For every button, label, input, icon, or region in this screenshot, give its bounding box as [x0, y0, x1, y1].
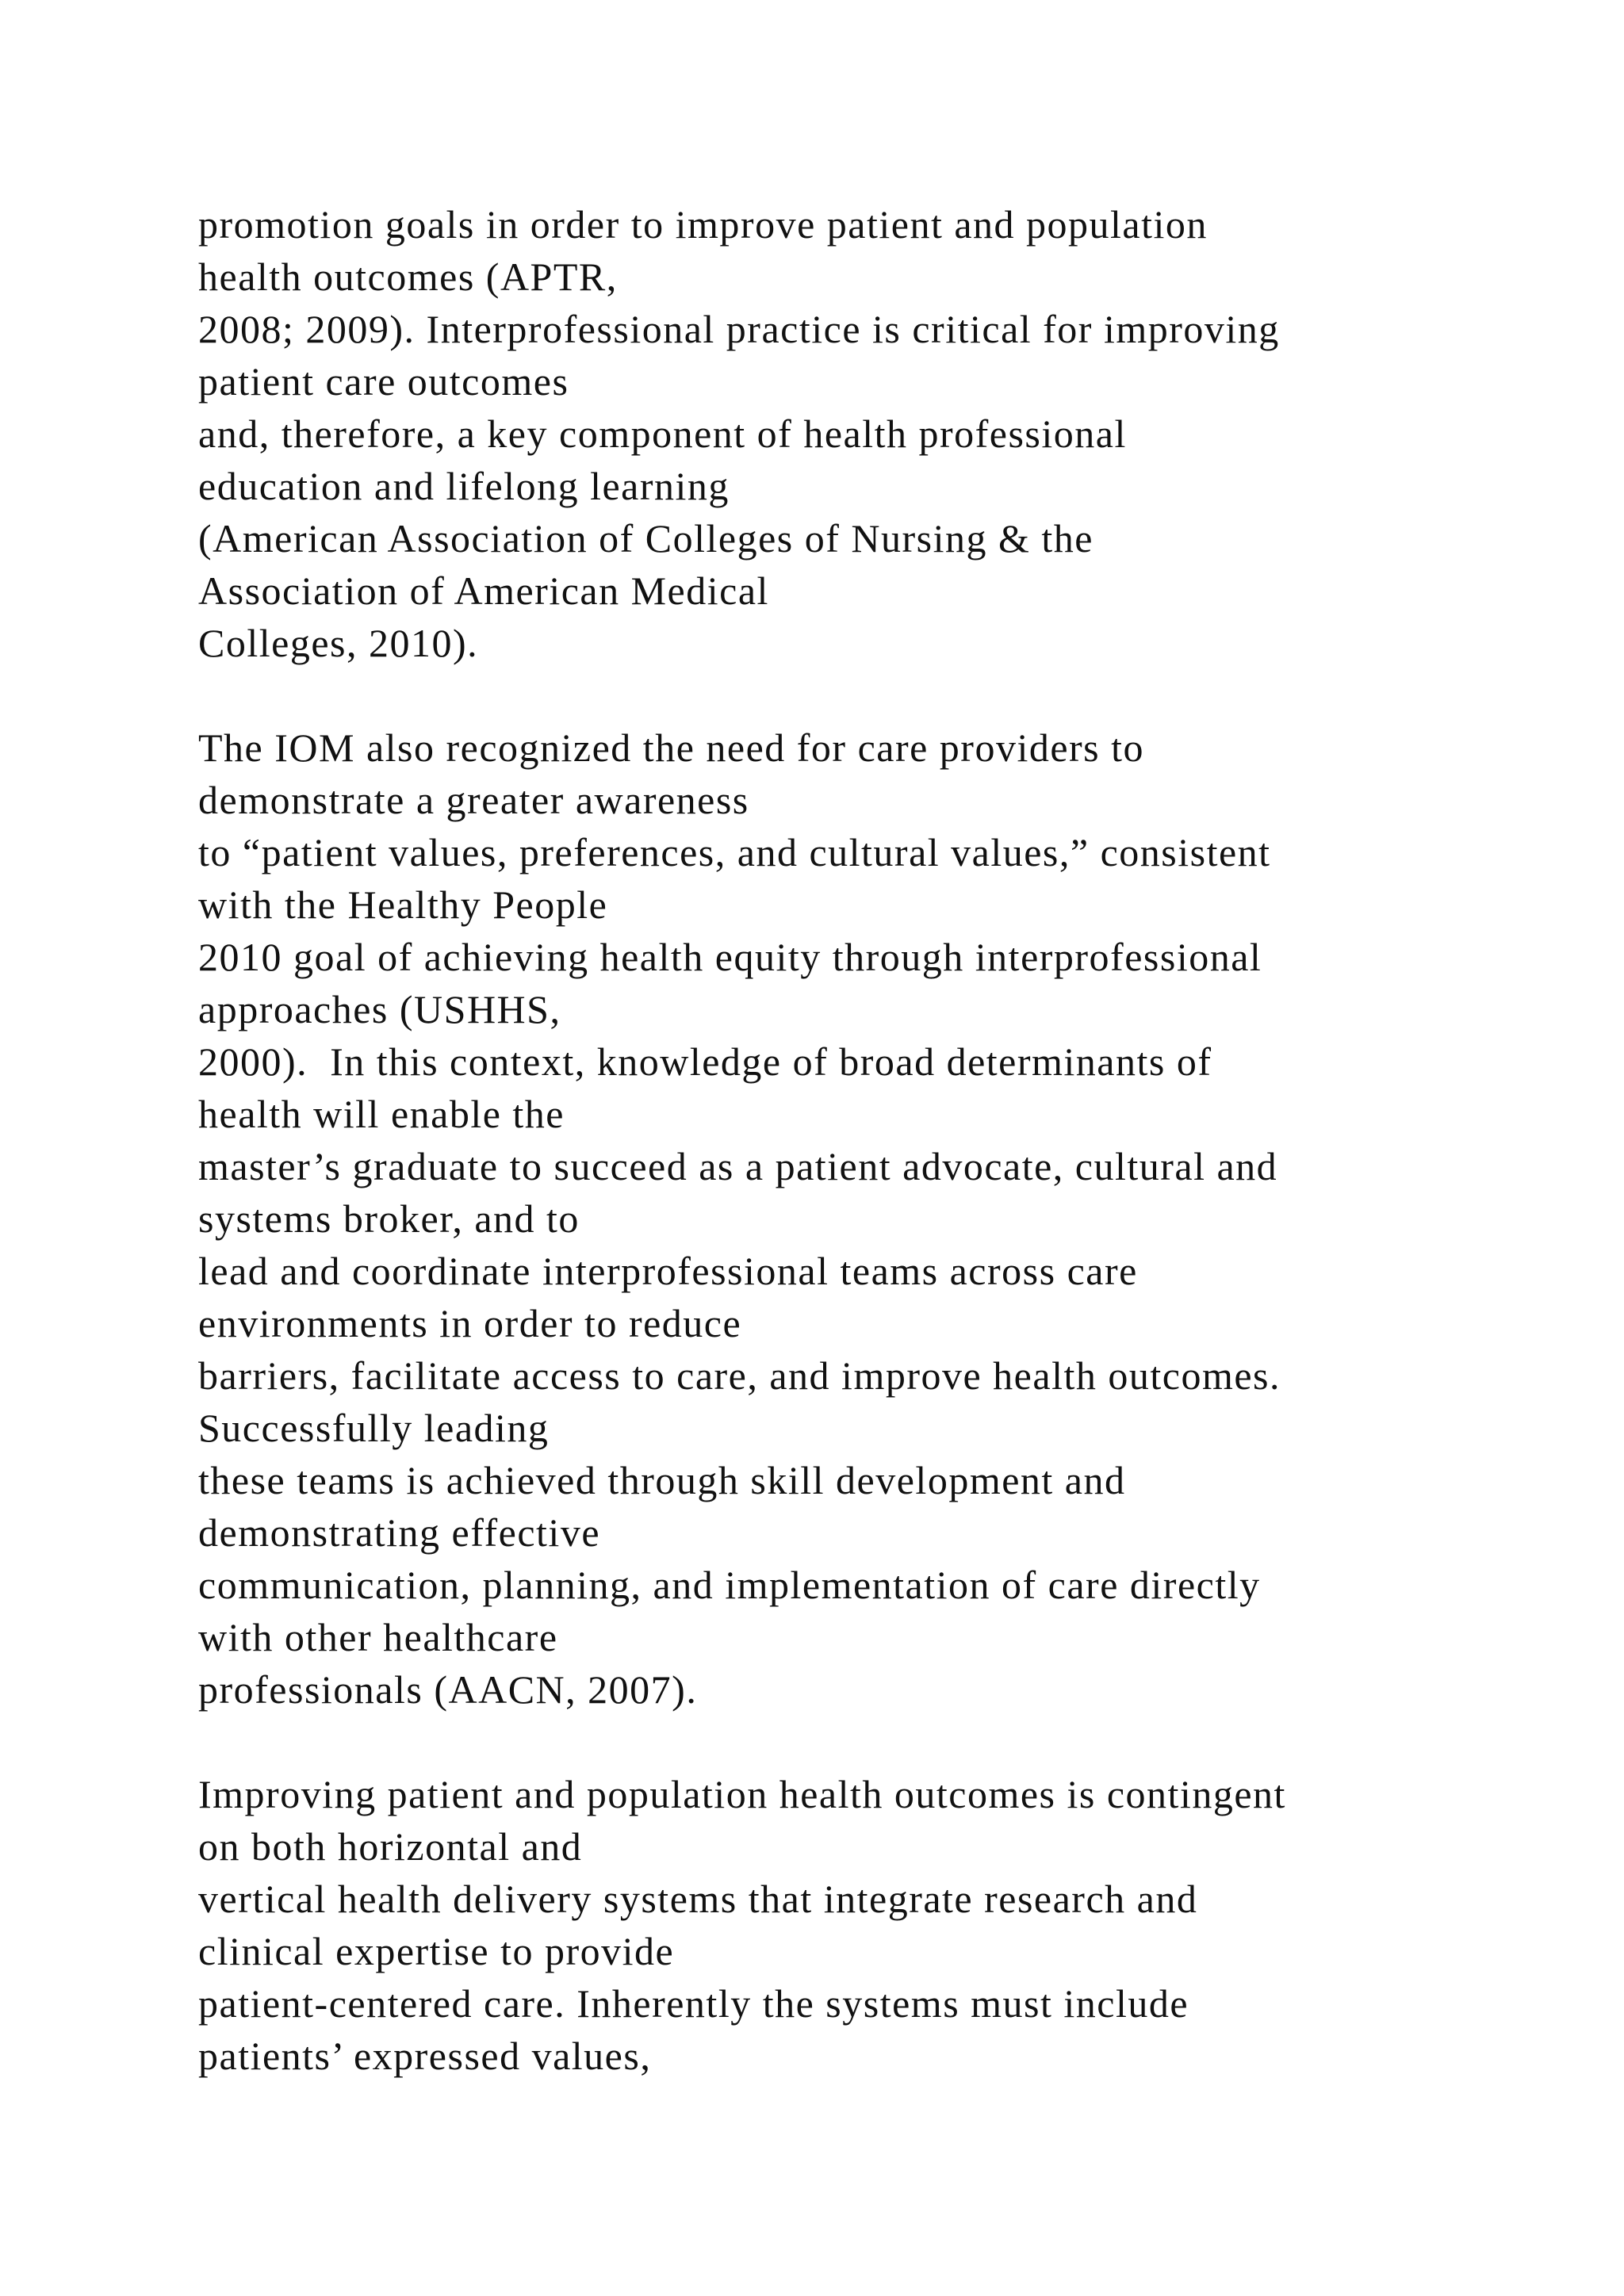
text-line: patients’ expressed values, — [198, 2034, 652, 2078]
text-line: (American Association of Colleges of Nursing & the — [198, 516, 1094, 561]
text-line: 2008; 2009). Interprofessional practice is critical for improving — [198, 307, 1280, 351]
text-line: Improving patient and population health outcomes is contingent — [198, 1772, 1286, 1816]
text-line: patient-centered care. Inherently the systems must include — [198, 1981, 1189, 2026]
text-line: health outcomes (APTR, — [198, 254, 618, 299]
paragraph-1 — [198, 198, 1507, 669]
text-line: and, therefore, a key component of health professional — [198, 411, 1127, 456]
text-line: systems broker, and to — [198, 1196, 580, 1241]
text-line: to “patient values, preferences, and cultural values,” consistent — [198, 830, 1271, 874]
text-line: barriers, facilitate access to care, and improve health outcomes. — [198, 1353, 1281, 1398]
text-line: on both horizontal and — [198, 1824, 583, 1869]
text-line: 2000). In this context, knowledge of broad determinants of — [198, 1039, 1212, 1084]
text-line: 2010 goal of achieving health equity through interprofessional — [198, 935, 1262, 979]
text-line: clinical expertise to provide — [198, 1929, 675, 1973]
text-line: education and lifelong learning — [198, 464, 730, 508]
paragraph-2 — [198, 721, 1507, 1716]
text-line: communication, planning, and implementation of care directly — [198, 1563, 1261, 1607]
text-line: promotion goals in order to improve patient and population — [198, 202, 1208, 247]
text-line: professionals (AACN, 2007). — [198, 1667, 698, 1712]
text-line: with the Healthy People — [198, 882, 608, 927]
text-line: vertical health delivery systems that integrate research and — [198, 1877, 1198, 1921]
text-line: demonstrating effective — [198, 1510, 601, 1555]
text-line: approaches (USHHS, — [198, 987, 561, 1031]
text-line: demonstrate a greater awareness — [198, 778, 749, 822]
text-line: The IOM also recognized the need for care providers to — [198, 725, 1145, 770]
text-line: Successfully leading — [198, 1406, 550, 1450]
text-line: master’s graduate to succeed as a patient advocate, cultural and — [198, 1144, 1278, 1188]
paragraph-3 — [198, 1768, 1507, 2082]
text-line: patient care outcomes — [198, 359, 569, 404]
document-body — [198, 198, 1507, 2082]
text-line: these teams is achieved through skill development and — [198, 1458, 1126, 1502]
text-line: lead and coordinate interprofessional teams across care — [198, 1249, 1138, 1293]
text-line: Colleges, 2010). — [198, 621, 479, 665]
text-line: Association of American Medical — [198, 568, 769, 613]
text-line: with other healthcare — [198, 1615, 558, 1659]
paragraph-spacer — [198, 669, 1507, 721]
text-line: environments in order to reduce — [198, 1301, 742, 1345]
text-line: health will enable the — [198, 1092, 565, 1136]
paragraph-spacer — [198, 1716, 1507, 1768]
